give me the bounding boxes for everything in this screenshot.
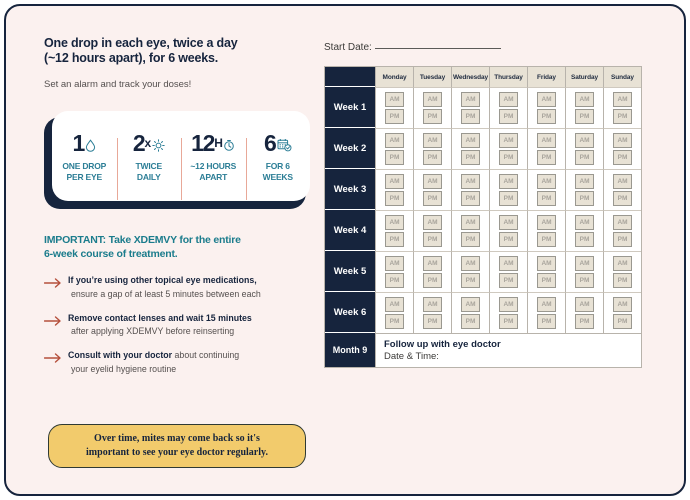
stat-label	[54, 161, 115, 182]
dose-cell-wednesday	[451, 292, 489, 333]
dose-checkbox-am[interactable]: AM	[575, 297, 594, 312]
stat-value	[248, 130, 309, 157]
list-item	[44, 350, 312, 375]
list-item-title-strong: If you’re using other topical eye medications,	[68, 275, 257, 285]
clock-icon	[223, 131, 235, 157]
calendar-check-icon	[277, 131, 292, 157]
start-date-input-line[interactable]	[375, 48, 501, 49]
dose-checkbox-am[interactable]: AM	[423, 133, 442, 148]
list-item-title	[68, 350, 312, 362]
dose-checkbox-pm[interactable]: PM	[613, 150, 632, 165]
follow-up-title: Follow up with eye doctor	[384, 339, 501, 350]
dose-cell-sunday	[603, 210, 641, 251]
dose-checkbox-pm[interactable]: PM	[613, 273, 632, 288]
dose-checkbox-am[interactable]: AM	[613, 256, 632, 271]
dose-cell-tuesday	[413, 128, 451, 169]
row-label-month: Month 9	[325, 333, 375, 367]
dose-checkbox-pm[interactable]: PM	[613, 232, 632, 247]
dose-cell-thursday	[489, 210, 527, 251]
right-column	[324, 42, 644, 368]
follow-up-cell[interactable]	[375, 333, 641, 367]
list-item-subtext: after applying XDEMVY before reinserting	[71, 326, 235, 336]
dose-checkbox-pm[interactable]: PM	[499, 109, 518, 124]
stat-label	[248, 161, 309, 182]
dose-checkbox-pm[interactable]: PM	[423, 109, 442, 124]
dose-cell-wednesday	[451, 169, 489, 210]
dose-checkbox-pm[interactable]: PM	[423, 191, 442, 206]
dose-cell-wednesday	[451, 210, 489, 251]
dose-checkbox-pm[interactable]: PM	[575, 273, 594, 288]
stat-label-line-1: ONE DROP	[62, 161, 107, 171]
dose-checkbox-am[interactable]: AM	[537, 92, 556, 107]
dose-checkbox-am[interactable]: AM	[537, 174, 556, 189]
list-item-title-strong: Remove contact lenses and wait 15 minutes	[68, 312, 252, 323]
dose-checkbox-am[interactable]: AM	[423, 215, 442, 230]
column-header-sunday: Sunday	[603, 67, 641, 87]
stat-label	[119, 161, 180, 182]
dose-checkbox-am[interactable]: AM	[499, 297, 518, 312]
list-item	[44, 313, 312, 338]
dose-cell-sunday	[603, 292, 641, 333]
dose-checkbox-am[interactable]: AM	[613, 174, 632, 189]
dose-cell-saturday	[565, 128, 603, 169]
dose-checkbox-am[interactable]: AM	[575, 133, 594, 148]
dose-checkbox-pm[interactable]: PM	[613, 109, 632, 124]
headline-subtext: Set an alarm and track your doses!	[44, 79, 192, 90]
dose-cell-monday	[375, 210, 413, 251]
dose-checkbox-pm[interactable]: PM	[385, 150, 404, 165]
dose-checkbox-am[interactable]: AM	[613, 215, 632, 230]
dose-cell-tuesday	[413, 87, 451, 128]
headline-line-1: One drop in each eye, twice a day	[44, 36, 238, 50]
dose-checkbox-pm[interactable]: PM	[461, 314, 480, 329]
dose-cell-friday	[527, 210, 565, 251]
dose-checkbox-pm[interactable]: PM	[461, 273, 480, 288]
dose-cell-friday	[527, 169, 565, 210]
stat-value	[183, 130, 244, 157]
droplet-icon	[85, 131, 96, 157]
dose-cell-monday	[375, 292, 413, 333]
list-item-text	[68, 313, 312, 338]
dose-checkbox-am[interactable]: AM	[385, 297, 404, 312]
dose-checkbox-pm[interactable]: PM	[499, 232, 518, 247]
dose-checkbox-am[interactable]: AM	[385, 256, 404, 271]
stat-number: 1	[72, 130, 85, 156]
list-item-title-strong: Consult with your doctor	[68, 350, 173, 360]
list-item-text	[68, 275, 312, 300]
list-item-text	[68, 350, 312, 375]
dose-checkbox-am[interactable]: AM	[499, 174, 518, 189]
list-item-title	[68, 313, 312, 325]
dose-checkbox-am[interactable]: AM	[537, 256, 556, 271]
stat-number: 6	[263, 130, 276, 156]
dose-cell-sunday	[603, 251, 641, 292]
dose-cell-thursday	[489, 251, 527, 292]
row-label-week: Week 3	[325, 169, 375, 210]
dose-checkbox-pm[interactable]: PM	[385, 191, 404, 206]
dose-checkbox-pm[interactable]: PM	[423, 314, 442, 329]
dose-cell-friday	[527, 292, 565, 333]
stat-label-line-1: ~12 HOURS	[190, 161, 237, 171]
dose-cell-sunday	[603, 87, 641, 128]
dosing-tracker-table	[324, 66, 642, 368]
dose-cell-wednesday	[451, 87, 489, 128]
dose-cell-saturday	[565, 251, 603, 292]
stat-label	[183, 161, 244, 182]
dose-checkbox-am[interactable]: AM	[385, 215, 404, 230]
dosing-stats-row	[52, 111, 310, 201]
stat-suffix: x	[144, 136, 151, 150]
table-row	[325, 128, 641, 169]
dose-checkbox-pm[interactable]: PM	[575, 232, 594, 247]
dose-checkbox-am[interactable]: AM	[385, 174, 404, 189]
list-item-subtext: ensure a gap of at least 5 minutes between each	[71, 288, 261, 299]
dose-checkbox-am[interactable]: AM	[537, 133, 556, 148]
dose-checkbox-am[interactable]: AM	[461, 92, 480, 107]
dose-checkbox-pm[interactable]: PM	[385, 273, 404, 288]
dose-checkbox-am[interactable]: AM	[499, 92, 518, 107]
dose-cell-thursday	[489, 169, 527, 210]
dose-checkbox-am[interactable]: AM	[575, 256, 594, 271]
stat-value	[54, 130, 115, 157]
dose-checkbox-am[interactable]: AM	[613, 92, 632, 107]
list-item-title-regular: about continuing	[172, 350, 240, 360]
dose-checkbox-pm[interactable]: PM	[499, 150, 518, 165]
dose-checkbox-pm[interactable]: PM	[613, 191, 632, 206]
dose-checkbox-am[interactable]: AM	[499, 256, 518, 271]
start-date-label: Start Date:	[324, 42, 372, 53]
stat-label-line-1: FOR 6	[265, 161, 290, 171]
start-date-field[interactable]	[324, 42, 644, 53]
dose-checkbox-pm[interactable]: PM	[537, 314, 556, 329]
stat-label-line-1: TWICE	[135, 161, 162, 171]
dose-cell-saturday	[565, 169, 603, 210]
headline-line-2: (~12 hours apart), for 6 weeks.	[44, 51, 219, 65]
table-row	[325, 169, 641, 210]
follow-up-date-time-label: Date & Time:	[384, 351, 439, 362]
arrow-right-icon	[44, 275, 68, 300]
dose-checkbox-am[interactable]: AM	[461, 174, 480, 189]
dose-checkbox-pm[interactable]: PM	[575, 314, 594, 329]
dose-cell-friday	[527, 87, 565, 128]
list-item-subtext: your eyelid hygiene routine	[71, 363, 177, 374]
row-label-week: Week 5	[325, 251, 375, 292]
dose-checkbox-am[interactable]: AM	[613, 133, 632, 148]
stat-label-line-2: PER EYE	[66, 171, 102, 182]
arrow-right-icon	[44, 350, 68, 375]
dose-cell-thursday	[489, 128, 527, 169]
dose-checkbox-am[interactable]: AM	[423, 297, 442, 312]
dose-cell-saturday	[565, 210, 603, 251]
dose-cell-tuesday	[413, 292, 451, 333]
dose-checkbox-am[interactable]: AM	[537, 297, 556, 312]
dose-checkbox-am[interactable]: AM	[461, 256, 480, 271]
important-line-2: 6-week course of treatment.	[44, 248, 178, 260]
dose-checkbox-am[interactable]: AM	[385, 133, 404, 148]
reminder-line-1: Over time, mites may come back so it's	[94, 433, 260, 444]
stat-number: 12	[191, 130, 215, 156]
arrow-right-icon	[44, 313, 68, 338]
row-label-week: Week 1	[325, 87, 375, 128]
dose-checkbox-pm[interactable]: PM	[537, 232, 556, 247]
dose-checkbox-pm[interactable]: PM	[385, 232, 404, 247]
dose-cell-tuesday	[413, 169, 451, 210]
dose-cell-friday	[527, 251, 565, 292]
dose-checkbox-pm[interactable]: PM	[461, 191, 480, 206]
reminder-line-2: important to see your eye doctor regularly.	[86, 447, 268, 458]
dose-cell-wednesday	[451, 251, 489, 292]
dose-checkbox-am[interactable]: AM	[499, 133, 518, 148]
table-row	[325, 251, 641, 292]
dose-checkbox-am[interactable]: AM	[461, 215, 480, 230]
stat-suffix: H	[214, 136, 223, 150]
dose-checkbox-am[interactable]: AM	[575, 215, 594, 230]
dose-cell-tuesday	[413, 251, 451, 292]
table-header-row	[325, 67, 641, 87]
dose-cell-sunday	[603, 169, 641, 210]
table-body	[325, 87, 641, 333]
sun-icon	[152, 131, 165, 157]
dose-checkbox-pm[interactable]: PM	[461, 109, 480, 124]
column-header-tuesday: Tuesday	[413, 67, 451, 87]
dose-checkbox-pm[interactable]: PM	[537, 273, 556, 288]
dose-checkbox-pm[interactable]: PM	[423, 273, 442, 288]
dose-checkbox-am[interactable]: AM	[537, 215, 556, 230]
dose-cell-monday	[375, 128, 413, 169]
row-label-week: Week 4	[325, 210, 375, 251]
dose-checkbox-am[interactable]: AM	[423, 174, 442, 189]
dose-checkbox-pm[interactable]: PM	[499, 191, 518, 206]
dose-checkbox-am[interactable]: AM	[385, 92, 404, 107]
table-row	[325, 210, 641, 251]
dose-checkbox-pm[interactable]: PM	[575, 150, 594, 165]
stat-twice-daily	[117, 130, 182, 182]
dose-cell-thursday	[489, 292, 527, 333]
dose-checkbox-am[interactable]: AM	[461, 133, 480, 148]
stat-number: 2	[132, 130, 145, 156]
dose-checkbox-pm[interactable]: PM	[613, 314, 632, 329]
dose-cell-monday	[375, 169, 413, 210]
stat-value	[119, 130, 180, 157]
dose-checkbox-pm[interactable]: PM	[423, 150, 442, 165]
reminder-callout-text	[72, 432, 282, 460]
dose-cell-sunday	[603, 128, 641, 169]
dose-checkbox-am[interactable]: AM	[423, 256, 442, 271]
dose-cell-saturday	[565, 292, 603, 333]
dose-checkbox-am[interactable]: AM	[423, 92, 442, 107]
reminder-callout	[48, 424, 306, 468]
dose-checkbox-pm[interactable]: PM	[385, 109, 404, 124]
row-label-week: Week 6	[325, 292, 375, 333]
dose-cell-friday	[527, 128, 565, 169]
dosing-summary-card	[44, 111, 312, 209]
instruction-list	[44, 275, 312, 375]
column-header-wednesday: Wednesday	[451, 67, 489, 87]
table-row	[325, 292, 641, 333]
dose-checkbox-am[interactable]: AM	[461, 297, 480, 312]
dose-checkbox-pm[interactable]: PM	[537, 191, 556, 206]
column-header-friday: Friday	[527, 67, 565, 87]
stat-hours-apart	[181, 130, 246, 182]
dose-cell-wednesday	[451, 128, 489, 169]
dose-checkbox-pm[interactable]: PM	[499, 273, 518, 288]
dose-checkbox-pm[interactable]: PM	[461, 150, 480, 165]
stat-label-line-2: APART	[199, 171, 228, 182]
important-notice	[44, 233, 312, 261]
dose-checkbox-pm[interactable]: PM	[385, 314, 404, 329]
table-row	[325, 87, 641, 128]
dose-cell-tuesday	[413, 210, 451, 251]
dose-cell-monday	[375, 87, 413, 128]
list-item	[44, 275, 312, 300]
follow-up-row	[325, 333, 641, 367]
dose-checkbox-am[interactable]: AM	[499, 215, 518, 230]
page-container	[4, 4, 686, 496]
dose-checkbox-am[interactable]: AM	[613, 297, 632, 312]
dose-checkbox-pm[interactable]: PM	[499, 314, 518, 329]
dose-checkbox-am[interactable]: AM	[575, 174, 594, 189]
dose-checkbox-am[interactable]: AM	[575, 92, 594, 107]
stat-one-drop-per-eye	[52, 130, 117, 182]
dose-cell-saturday	[565, 87, 603, 128]
page-headline	[44, 36, 312, 66]
column-header-thursday: Thursday	[489, 67, 527, 87]
dose-cell-thursday	[489, 87, 527, 128]
stat-for-six-weeks	[246, 130, 311, 182]
dose-checkbox-pm[interactable]: PM	[575, 191, 594, 206]
important-line-1: IMPORTANT: Take XDEMVY for the entire	[44, 234, 241, 246]
column-header-saturday: Saturday	[565, 67, 603, 87]
stat-label-line-2: WEEKS	[262, 171, 293, 182]
stat-label-line-2: DAILY	[136, 171, 161, 182]
row-label-week: Week 2	[325, 128, 375, 169]
left-column	[44, 36, 312, 388]
dose-cell-monday	[375, 251, 413, 292]
dose-checkbox-pm[interactable]: PM	[575, 109, 594, 124]
dose-checkbox-pm[interactable]: PM	[423, 232, 442, 247]
dose-checkbox-pm[interactable]: PM	[537, 150, 556, 165]
dose-checkbox-pm[interactable]: PM	[537, 109, 556, 124]
table-corner-cell	[325, 67, 375, 87]
column-header-monday: Monday	[375, 67, 413, 87]
dose-checkbox-pm[interactable]: PM	[461, 232, 480, 247]
list-item-title	[68, 275, 312, 287]
